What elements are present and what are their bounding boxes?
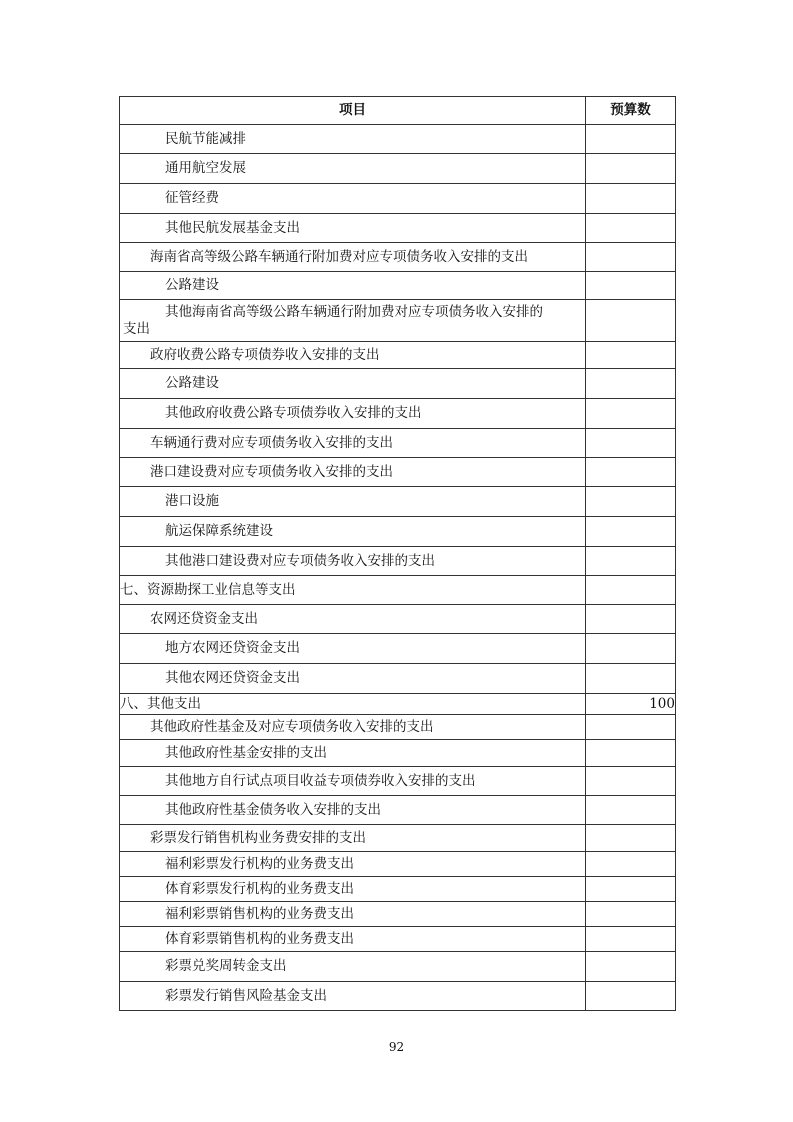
row-item: 福利彩票销售机构的业务费支出 (120, 902, 586, 927)
budget-table (119, 96, 676, 1011)
row-item: 其他农网还贷资金支出 (120, 664, 586, 694)
table-row (120, 877, 676, 902)
row-item: 民航节能减排 (120, 125, 586, 154)
row-item (120, 300, 586, 342)
row-value (586, 796, 676, 825)
row-value (586, 517, 676, 547)
page-number: 92 (388, 1040, 405, 1054)
row-value (586, 487, 676, 517)
row-value (586, 952, 676, 982)
table-row (120, 458, 676, 487)
row-value (586, 902, 676, 927)
table-row (120, 576, 676, 605)
table-row (120, 342, 676, 369)
row-item: 其他民航发展基金支出 (120, 214, 586, 243)
row-item: 彩票兑奖周转金支出 (120, 952, 586, 982)
row-item: 港口设施 (120, 487, 586, 517)
row-item: 通用航空发展 (120, 154, 586, 184)
row-value (586, 877, 676, 902)
table-row (120, 517, 676, 547)
table-row (120, 300, 676, 342)
table-row (120, 184, 676, 214)
row-value (586, 576, 676, 605)
row-item: 政府收费公路专项债券收入安排的支出 (120, 342, 586, 369)
row-item: 福利彩票发行机构的业务费支出 (120, 852, 586, 877)
row-item: 彩票发行销售机构业务费安排的支出 (120, 825, 586, 852)
row-value (586, 429, 676, 458)
row-item: 体育彩票发行机构的业务费支出 (120, 877, 586, 902)
row-value (586, 125, 676, 154)
table-row (120, 740, 676, 767)
row-value (586, 715, 676, 740)
row-value (586, 272, 676, 300)
table-row (120, 796, 676, 825)
table-header-row (120, 97, 676, 125)
row-value (586, 852, 676, 877)
row-item: 其他港口建设费对应专项债务收入安排的支出 (120, 547, 586, 576)
table-row (120, 852, 676, 877)
row-value (586, 767, 676, 796)
table-row (120, 634, 676, 664)
table-row (120, 927, 676, 952)
row-item: 公路建设 (120, 272, 586, 300)
row-value (586, 184, 676, 214)
row-value (586, 214, 676, 243)
row-item: 八、其他支出 (120, 694, 586, 715)
table-row (120, 487, 676, 517)
table-row (120, 399, 676, 429)
table-row (120, 154, 676, 184)
row-value (586, 399, 676, 429)
row-item: 其他政府收费公路专项债券收入安排的支出 (120, 399, 586, 429)
table-row (120, 243, 676, 272)
row-value (586, 154, 676, 184)
table-row (120, 547, 676, 576)
table-row (120, 825, 676, 852)
row-item: 航运保障系统建设 (120, 517, 586, 547)
table-row (120, 982, 676, 1011)
row-item: 农网还贷资金支出 (120, 605, 586, 634)
row-value (586, 740, 676, 767)
table-row (120, 429, 676, 458)
row-item: 其他政府性基金债务收入安排的支出 (120, 796, 586, 825)
table-row (120, 369, 676, 399)
row-value (586, 342, 676, 369)
row-value (586, 369, 676, 399)
row-item: 体育彩票销售机构的业务费支出 (120, 927, 586, 952)
row-item: 七、资源勘探工业信息等支出 (120, 576, 586, 605)
row-item-line-2: 支出 (123, 320, 150, 337)
table-row (120, 715, 676, 740)
table-row (120, 952, 676, 982)
row-item: 其他政府性基金安排的支出 (120, 740, 586, 767)
row-value (586, 605, 676, 634)
column-header-amount: 预算数 (586, 97, 676, 125)
table-row (120, 664, 676, 694)
row-value (586, 825, 676, 852)
row-value (586, 458, 676, 487)
row-value (586, 927, 676, 952)
row-value (586, 664, 676, 694)
row-value: 100 (586, 694, 676, 715)
table-row (120, 125, 676, 154)
row-value (586, 243, 676, 272)
table-row (120, 605, 676, 634)
row-value (586, 634, 676, 664)
row-item: 其他政府性基金及对应专项债务收入安排的支出 (120, 715, 586, 740)
row-item: 其他地方自行试点项目收益专项债券收入安排的支出 (120, 767, 586, 796)
row-item: 征管经费 (120, 184, 586, 214)
row-item-line-1: 其他海南省高等级公路车辆通行附加费对应专项债务收入安排的 (165, 303, 543, 320)
row-item: 彩票发行销售风险基金支出 (120, 982, 586, 1011)
row-item: 车辆通行费对应专项债务收入安排的支出 (120, 429, 586, 458)
table-row (120, 214, 676, 243)
row-item: 港口建设费对应专项债务收入安排的支出 (120, 458, 586, 487)
row-value (586, 982, 676, 1011)
table-row (120, 694, 676, 715)
table-row (120, 767, 676, 796)
column-header-item: 项目 (120, 97, 586, 125)
row-value (586, 547, 676, 576)
row-value (586, 300, 676, 342)
row-item: 海南省高等级公路车辆通行附加费对应专项债务收入安排的支出 (120, 243, 586, 272)
table-row (120, 902, 676, 927)
row-item: 地方农网还贷资金支出 (120, 634, 586, 664)
table-row (120, 272, 676, 300)
row-item: 公路建设 (120, 369, 586, 399)
